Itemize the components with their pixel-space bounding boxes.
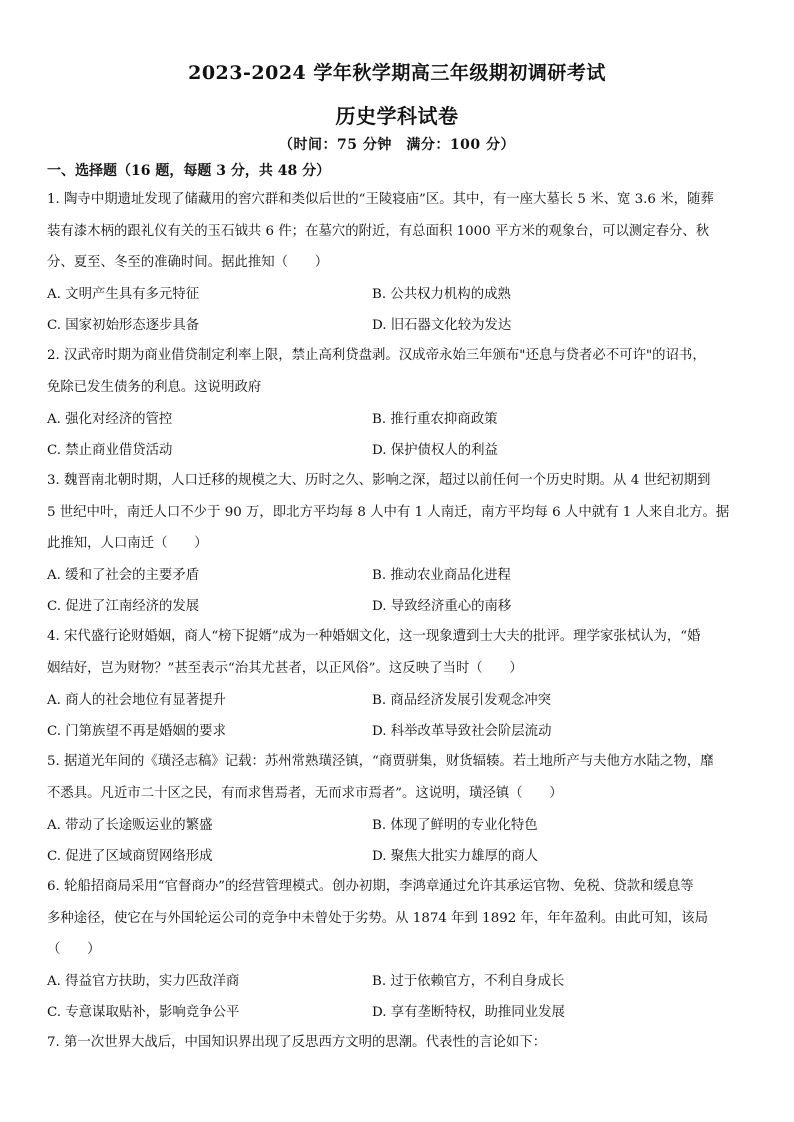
option-b[interactable]: B. 商品经济发展引发观念冲突: [372, 693, 552, 708]
question-1: [47, 184, 752, 279]
option-a[interactable]: A. 得益官方扶助，实力匹敌洋商: [47, 974, 240, 989]
option-b[interactable]: B. 推行重农抑商政策: [372, 412, 498, 427]
question-line: 3. 魏晋南北朝时期，人口迁移的规模之大、历时之久、影响之深，超过以前任何一个历史时期。从 4 世纪初期到: [47, 473, 711, 488]
option-d[interactable]: D. 保护债权人的利益: [372, 443, 498, 458]
question-line: 6. 轮船招商局采用“官督商办”的经营管理模式。创办初期，李鸿章通过允许其承运官物、免税、贷款和缓息等: [47, 879, 694, 894]
question-line: 多种途径，使它在与外国轮运公司的竞争中未曾处于劣势。从 1874 年到 1892 年，年年盈利。由此可知，该局: [47, 910, 708, 926]
option-a[interactable]: A. 文明产生具有多元特征: [47, 287, 200, 302]
question-line: 2. 汉武帝时期为商业借贷制定利率上限，禁止高利贷盘剥。汉成帝永始三年颁布"还息与贷者必不可许"的诏书，: [47, 348, 706, 363]
option-a[interactable]: A. 商人的社会地位有显著提升: [47, 693, 226, 708]
option-a[interactable]: A. 缓和了社会的主要矛盾: [47, 568, 200, 583]
question-line: 4. 宋代盛行论财婚姻，商人“榜下捉婿”成为一种婚姻文化，这一现象遭到士大夫的批评。理学家张栻认为，“婚: [47, 629, 701, 644]
question-line: 免除已发生债务的利息。这说明政府: [47, 379, 262, 395]
option-a[interactable]: A. 带动了长途贩运业的繁盛: [47, 818, 213, 833]
option-b[interactable]: B. 过于依赖官方，不利自身成长: [372, 974, 565, 989]
option-c[interactable]: C. 门第族望不再是婚姻的要求: [47, 724, 226, 739]
option-a[interactable]: A. 强化对经济的管控: [47, 412, 173, 427]
option-b[interactable]: B. 体现了鲜明的专业化特色: [372, 818, 538, 833]
question-line: 不悉具。凡近市二十区之民，有而求售焉者，无而求市焉者”。这说明，璜泾镇（ ）: [47, 785, 563, 801]
question-line: 5. 据道光年间的《璜泾志稿》记载：苏州常熟璜泾镇，“商贾骈集，财货辐辏。若土地所产与夫他方水陆之物，靡: [47, 754, 714, 769]
option-d[interactable]: D. 旧石器文化较为发达: [372, 318, 512, 333]
option-d[interactable]: D. 享有垄断特权，助推同业发展: [372, 1005, 565, 1020]
exam-title: 2023-2024 学年秋学期高三年级期初调研考试: [188, 62, 606, 84]
option-d[interactable]: D. 导致经济重心的南移: [372, 599, 512, 614]
question-7: [47, 1027, 752, 1059]
option-c[interactable]: C. 专意谋取贴补，影响竞争公平: [47, 1005, 240, 1020]
option-b[interactable]: B. 推动农业商品化进程: [372, 568, 511, 583]
question-line: 5 世纪中叶，南迁人口不少于 90 万，即北方平均每 8 人中有 1 人南迁，南方平均每 6 人中就有 1 人来自北方。据: [47, 504, 730, 520]
exam-info: （时间：75 分钟 满分：100 分）: [279, 137, 515, 153]
question-line: 1. 陶寺中期遗址发现了储藏用的窖穴群和类似后世的“王陵寝庙”区。其中，有一座大墓长 5 米、宽 3.6 米，随葬: [47, 192, 714, 207]
question-line: 分、夏至、冬至的准确时间。据此推知（ ）: [47, 255, 329, 270]
exam-subject: 历史学科试卷: [335, 104, 459, 128]
question-3: [47, 465, 752, 560]
option-d[interactable]: D. 科举改革导致社会阶层流动: [372, 724, 552, 739]
question-5: [47, 746, 752, 809]
question-line: 装有漆木柄的跟礼仪有关的玉石钺共 6 件；在墓穴的附近，有总面积 1000 平方米的观象台，可以测定春分、秋: [47, 223, 710, 239]
option-b[interactable]: B. 公共权力机构的成熟: [372, 287, 511, 302]
option-c[interactable]: C. 促进了区域商贸网络形成: [47, 849, 213, 864]
question-line: （ ）: [47, 942, 101, 957]
question-line: 姻结好，岂为财物？”甚至表示“治其尤甚者，以正风俗”。这反映了当时（ ）: [47, 660, 523, 676]
question-line: 此推知，人口南迁（ ）: [47, 536, 208, 551]
option-c[interactable]: C. 禁止商业借贷活动: [47, 443, 173, 458]
question-line: 7. 第一次世界大战后，中国知识界出现了反思西方文明的思潮。代表性的言论如下：: [47, 1035, 547, 1050]
question-2: [47, 340, 752, 403]
option-d[interactable]: D. 聚焦大批实力雄厚的商人: [372, 849, 539, 864]
question-6: [47, 871, 752, 966]
option-c[interactable]: C. 国家初始形态逐步具备: [47, 318, 200, 333]
section-heading: 一、选择题（16 题，每题 3 分，共 48 分）: [47, 163, 331, 179]
option-c[interactable]: C. 促进了江南经济的发展: [47, 599, 200, 614]
question-4: [47, 621, 752, 684]
